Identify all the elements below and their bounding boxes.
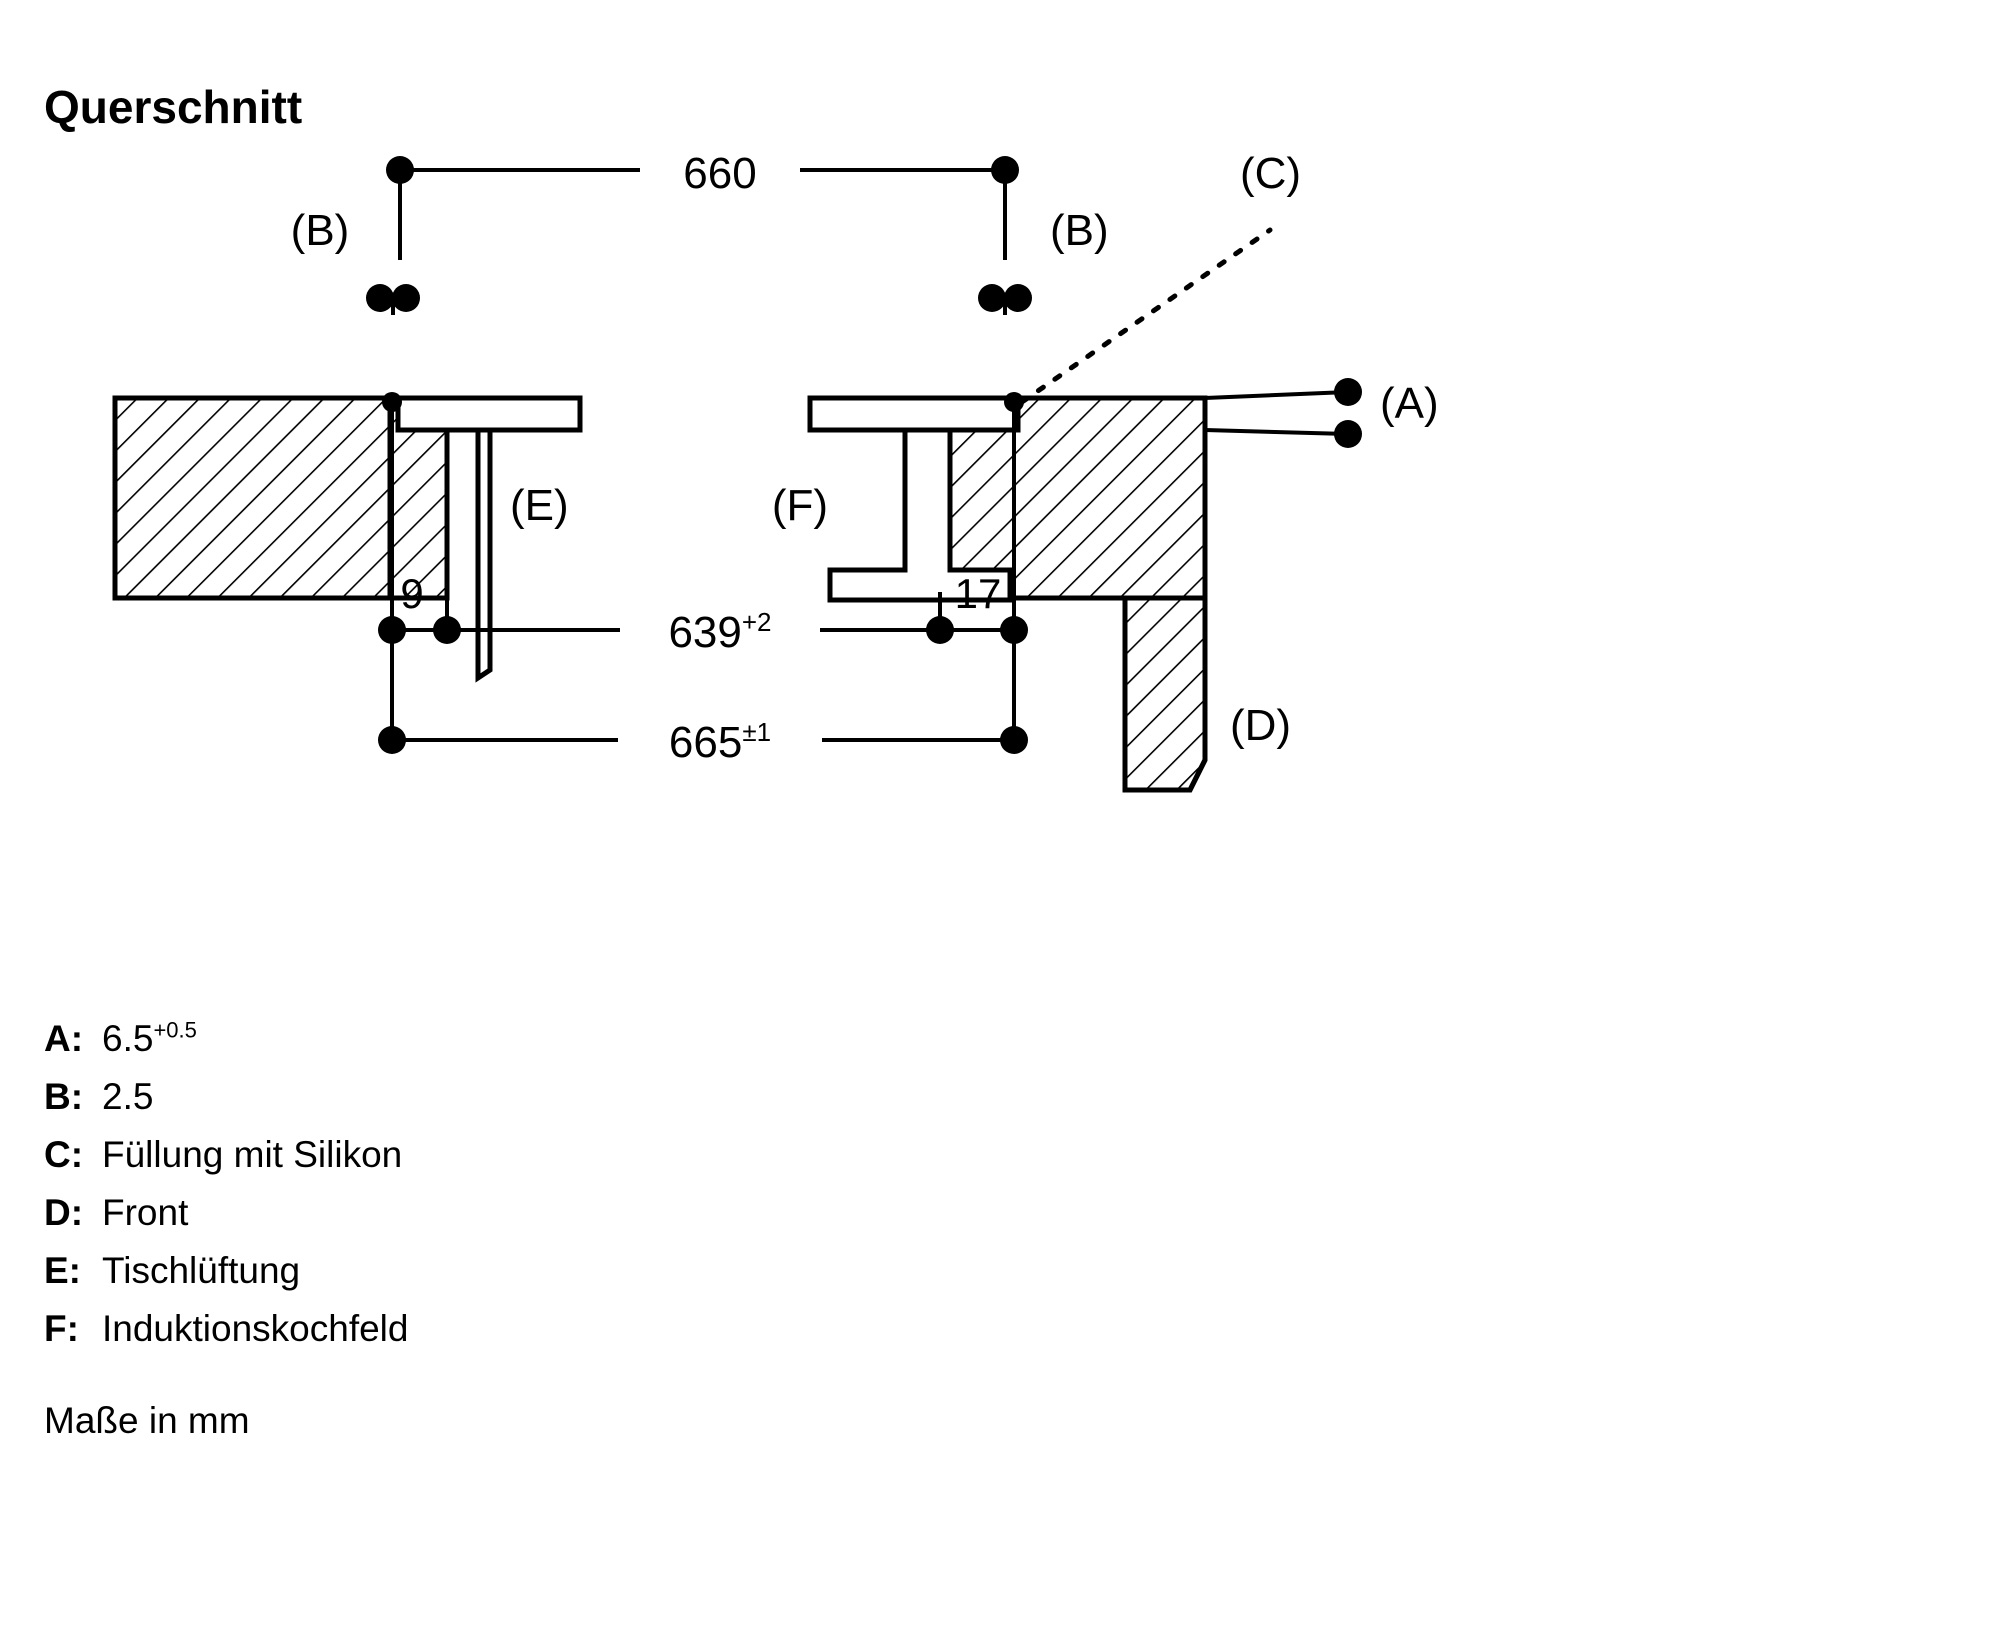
legend-key-a: A: bbox=[44, 1018, 84, 1059]
dimension-639-label: 639 bbox=[668, 608, 742, 657]
dimension-9 bbox=[400, 570, 423, 617]
marker-a bbox=[1205, 378, 1362, 448]
legend-sup-a: +0.5 bbox=[153, 1017, 197, 1043]
dimension-660-label: 660 bbox=[683, 149, 757, 198]
dimension-660 bbox=[386, 145, 1019, 198]
legend-item-f bbox=[44, 1300, 944, 1358]
legend-key-b: B: bbox=[44, 1076, 84, 1117]
legend-value-a: $6.5^{+0.5}$ bbox=[102, 1017, 197, 1059]
leader-c bbox=[1022, 230, 1270, 402]
marker-b-left bbox=[366, 284, 420, 315]
page-title: Querschnitt bbox=[44, 81, 303, 133]
legend-value-e: Tischlüftung bbox=[102, 1250, 301, 1291]
callout-a-label: (A) bbox=[1380, 379, 1439, 428]
legend-item-d bbox=[44, 1184, 944, 1242]
dimension-17-label: 17 bbox=[954, 570, 1002, 617]
callout-f-label: (F) bbox=[771, 481, 828, 530]
dimension-665-label: 665 bbox=[668, 718, 743, 767]
callout-b-right-label: (B) bbox=[1050, 206, 1109, 255]
front-panel bbox=[1125, 598, 1205, 790]
callout-c-label: (C) bbox=[1240, 149, 1302, 198]
legend-key-f: F: bbox=[44, 1308, 79, 1349]
legend-key-e: E: bbox=[44, 1250, 81, 1291]
callout-b-left-label: (B) bbox=[290, 206, 350, 255]
legend-item-c bbox=[44, 1126, 944, 1184]
dimension-665-sup: ±1 bbox=[742, 717, 772, 747]
units-note: Maße in mm bbox=[44, 1400, 250, 1441]
legend bbox=[44, 1010, 944, 1358]
dimension-639-sup: +2 bbox=[741, 607, 772, 637]
legend-item-b bbox=[44, 1068, 944, 1126]
legend-value-b: 2.5 bbox=[102, 1076, 154, 1117]
dimension-17 bbox=[955, 570, 1002, 617]
legend-value-c: Füllung mit Silikon bbox=[102, 1134, 403, 1175]
legend-value-f: Induktionskochfeld bbox=[102, 1308, 409, 1349]
legend-key-c: C: bbox=[44, 1134, 84, 1175]
legend-item-a bbox=[44, 1010, 944, 1068]
legend-item-e bbox=[44, 1242, 944, 1300]
cross-section-drawing bbox=[0, 130, 2000, 960]
marker-b-right bbox=[978, 284, 1032, 315]
callout-e-label: (E) bbox=[510, 481, 569, 530]
callout-d-label: (D) bbox=[1230, 701, 1292, 750]
legend-value-d: Front bbox=[102, 1192, 189, 1233]
dimension-9-label: 9 bbox=[400, 570, 424, 617]
legend-key-d: D: bbox=[44, 1192, 84, 1233]
